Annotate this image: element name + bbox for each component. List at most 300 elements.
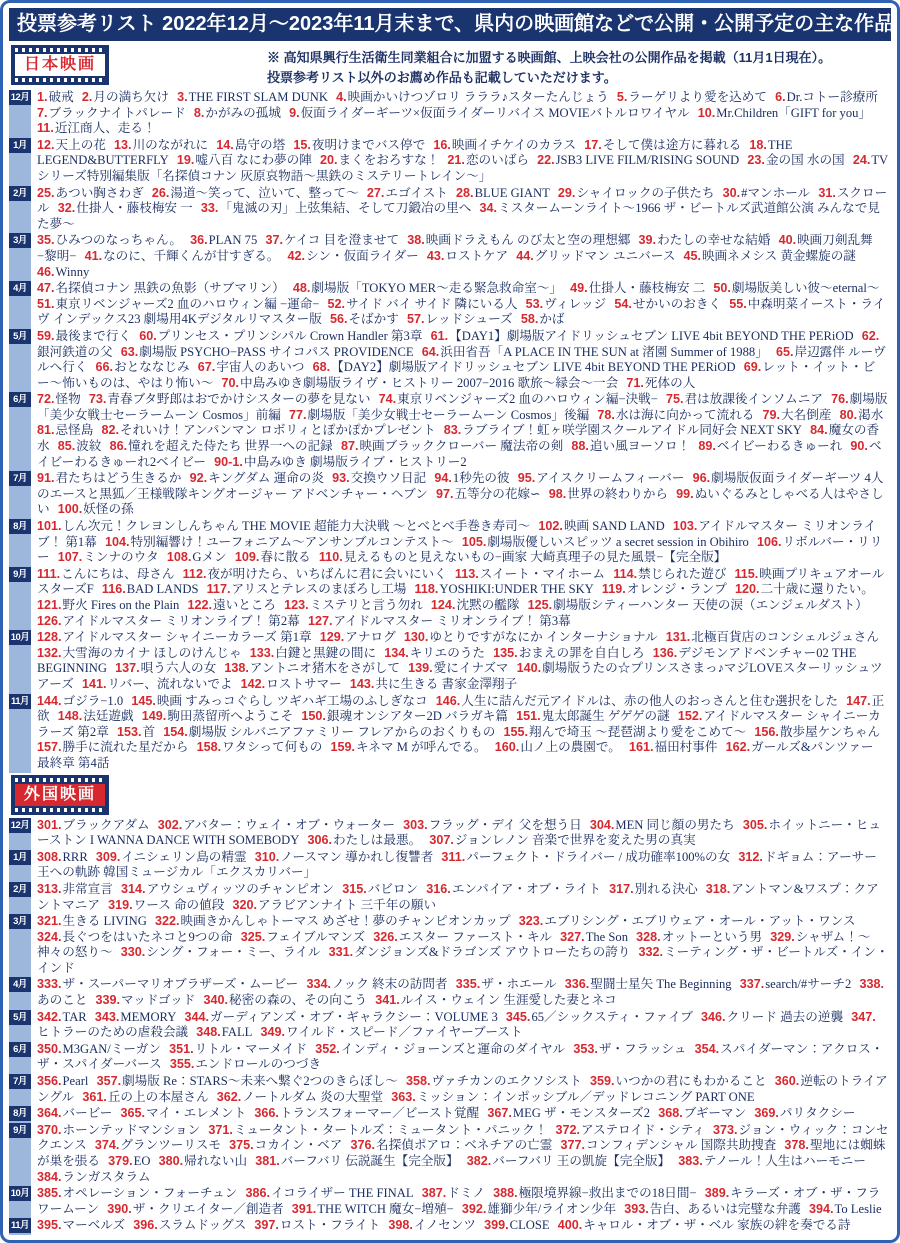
movie-title: 宇宙人のあいつ (216, 360, 305, 375)
movie-number: 149. (141, 709, 167, 724)
movie-entry (565, 977, 732, 991)
movie-number: 90-1. (214, 454, 243, 469)
foreign-films-label: 外国映画 (15, 784, 105, 806)
movie-title: 別れる決心 (634, 881, 698, 896)
movie-entry (404, 630, 658, 644)
movie-title: アステロイド・シティ (581, 1122, 705, 1137)
month-label: 4月 (9, 977, 31, 992)
movie-title: 【DAY2】劇場版アイドリッシュセブン LIVE 4bit BEYOND THE PERiOD (331, 360, 736, 375)
movie-entry (232, 898, 436, 912)
movie-entry (158, 818, 395, 832)
movie-entry (571, 439, 690, 453)
movie-entry (224, 661, 400, 675)
month-label: 6月 (9, 1042, 31, 1057)
movie-entry (261, 1025, 523, 1039)
movie-entry (431, 598, 519, 612)
month-gutter (9, 818, 31, 850)
movie-entry (37, 1074, 88, 1088)
movie-title: 丘の上の本屋さん (107, 1089, 209, 1104)
movie-entry (415, 582, 594, 596)
movie-title: エンドロールのつづき (195, 1057, 322, 1072)
movie-entry (341, 439, 563, 453)
movie-number: 22. (537, 153, 555, 168)
movie-title: 映画かいけつゾロリ ラララ♪スターたんじょう (347, 90, 609, 104)
movie-number: 3. (177, 90, 188, 104)
movie-entry (190, 233, 257, 247)
movie-entry (504, 725, 747, 739)
movie-entry (624, 1202, 801, 1216)
movie-number: 327. (560, 929, 585, 944)
month-gutter (9, 1042, 31, 1074)
movie-title: アントマン&ワスプ：クアントマニア (37, 881, 879, 912)
movie-entry (217, 1090, 383, 1104)
movie-title: フラッグ・デイ 父を想う日 (428, 817, 582, 832)
movie-title: 野火 Fires on the Plain (62, 598, 180, 612)
movie-number: 12. (37, 137, 55, 152)
movie-title: ラブライブ！虹ヶ咲学園スクールアイドル同好会 NEXT SKY (462, 423, 803, 438)
movie-number: 98. (548, 486, 567, 501)
movie-number: 368. (658, 1106, 683, 1121)
movie-title: 天上の花 (55, 137, 106, 152)
movie-entry (159, 1154, 247, 1168)
movie-entry (82, 677, 233, 691)
movie-title: それいけ！アンパンマン ロボリィとぽかぽかプレゼント (119, 423, 436, 438)
movie-title: ドミノ (447, 1186, 485, 1201)
movie-number: 49. (570, 281, 588, 296)
note-text (109, 45, 889, 87)
month-gutter (9, 914, 31, 977)
movie-number: 346. (701, 1009, 726, 1024)
movie-number: 148. (57, 709, 83, 724)
movie-title: 夜明けまでバス停で (311, 137, 426, 152)
month-label: 9月 (9, 567, 31, 582)
movie-title: キャロル・オブ・ザ・ベル 家族の絆を奏でる詩 (583, 1218, 851, 1233)
movie-title: The Son (585, 929, 629, 944)
movie-entry (332, 471, 426, 485)
movie-entry (169, 1042, 307, 1056)
movie-entry (388, 1218, 476, 1232)
movie-number: 62. (861, 328, 880, 343)
month-label: 1月 (9, 138, 31, 153)
japanese-films-list (9, 90, 891, 773)
movie-number: 388. (493, 1186, 518, 1201)
movie-title: ブラックアダム (62, 817, 150, 832)
movie-number: 7. (37, 105, 48, 120)
movie-number: 76. (831, 392, 849, 407)
movie-entry (37, 694, 123, 708)
month-row (9, 1010, 891, 1042)
movie-number: 143. (349, 676, 375, 691)
note-line-1: ※ 高知県興行生活衛生同業組合に加盟する映画館、上映会社の公開作品を掲載（11月1日現在）。 (267, 50, 832, 65)
month-gutter (9, 1123, 31, 1186)
movie-entry (167, 550, 227, 564)
movie-title: ザ・ホエール (481, 977, 557, 992)
month-label: 10月 (10, 1188, 30, 1200)
movie-entry (626, 376, 695, 390)
movie-title: 仕掛人・藤枝梅安 二 (588, 281, 706, 296)
movie-number: 51. (37, 296, 55, 311)
movie-number: 26. (151, 185, 170, 200)
movie-number: 356. (37, 1074, 62, 1089)
movie-number: 104. (104, 534, 130, 549)
movie-title: 映画きかんしゃトーマス めざせ！夢のチャンピオンカップ (180, 914, 511, 929)
movie-number: 56. (329, 312, 348, 327)
movie-entry (37, 297, 319, 311)
movie-entry (518, 471, 685, 485)
movie-title: わたしは最悪。 (333, 833, 422, 848)
movie-entry (456, 186, 550, 200)
movie-title: アウシュヴィッツのチャンピオン (146, 881, 335, 896)
movie-entry (121, 882, 334, 896)
movie-number: 159. (330, 740, 356, 755)
movie-title: 映画ネメシス 黄金螺旋の謎 (702, 248, 856, 263)
movie-number: 155. (503, 724, 529, 739)
movie-entry (436, 694, 838, 708)
movie-number: 58. (520, 312, 539, 327)
movie-title: 「鬼滅の刃」上弦集結、そして刀鍛冶の里へ (219, 201, 472, 216)
japanese-films-label: 日本映画 (15, 54, 105, 76)
movie-title: グランツーリスモ (120, 1138, 221, 1153)
page-title: 投票参考リスト 2022年12月〜2023年11月末まで、県内の映画館などで公開・公開予定の主な作品 (9, 8, 891, 41)
movie-entry (809, 1202, 882, 1216)
movie-number: 113. (454, 566, 479, 581)
movie-title: フェイブルマンズ (266, 929, 366, 944)
movie-number: 124. (430, 598, 456, 612)
movie-title: マーベルズ (62, 1218, 126, 1233)
month-entries (31, 233, 891, 281)
movie-number: 13. (114, 137, 132, 152)
month-gutter (9, 1106, 31, 1123)
month-gutter (9, 233, 31, 281)
movie-title: TAR (62, 1009, 87, 1024)
movie-entry (658, 1106, 746, 1120)
movie-title: ブギーマン (683, 1106, 747, 1121)
movie-entry (152, 186, 359, 200)
movie-number: 355. (169, 1057, 195, 1072)
movie-title: 映画 SAND LAND (563, 519, 665, 534)
movie-number: 366. (254, 1106, 279, 1121)
movie-number: 35. (37, 233, 55, 248)
movie-number: 17. (584, 137, 602, 152)
movie-entry (313, 360, 736, 374)
movie-number: 391. (291, 1201, 317, 1216)
movie-entry (408, 661, 508, 675)
month-row (9, 850, 891, 882)
month-entries (31, 818, 891, 850)
movie-number: 136. (652, 645, 678, 660)
movie-entry (293, 138, 425, 152)
month-row (9, 233, 891, 281)
movie-title: かがみの孤城 (205, 105, 281, 120)
movie-entry (121, 345, 414, 359)
movie-title: アラビアンナイト 三千年の願い (258, 897, 437, 912)
movie-entry (636, 930, 762, 944)
movie-number: 50. (713, 281, 731, 296)
movie-title: 聖闘士星矢 The Beginning (590, 977, 732, 992)
month-row (9, 519, 891, 567)
movie-number: 329. (770, 929, 795, 944)
movie-number: 331. (328, 945, 354, 960)
movie-entry (37, 740, 188, 754)
movie-entry (37, 471, 181, 485)
movie-entry (427, 249, 508, 263)
movie-title: アナログ (345, 630, 396, 645)
movie-title: 東京リベンジャーズ2 血のハロウィン編 −運命− (55, 296, 320, 311)
movie-number: 111. (37, 566, 61, 581)
movie-number: 32. (57, 201, 76, 216)
movie-entry (284, 598, 423, 612)
movie-title: テノール！人生はハーモニー (703, 1154, 866, 1168)
movie-number: 85. (57, 439, 76, 454)
movie-number: 304. (589, 817, 615, 832)
movie-entry (754, 725, 880, 739)
movie-title: Mr.Children「GIFT for you」 (716, 105, 872, 120)
movie-number: 369. (754, 1106, 779, 1121)
movie-number: 328. (636, 929, 661, 944)
movie-number: 125. (527, 598, 553, 612)
movie-number: 66. (95, 360, 114, 375)
movie-number: 387. (421, 1186, 447, 1201)
movie-number: 384. (37, 1169, 62, 1184)
movie-number: 396. (133, 1218, 158, 1233)
month-label: 1月 (9, 850, 31, 865)
movie-title: 中島みゆき劇場版ライヴ・ヒストリー 2007−2016 歌旅〜縁会〜一会 (239, 375, 619, 390)
movie-entry (462, 535, 749, 549)
movie-entry (58, 201, 193, 215)
movie-entry (108, 898, 224, 912)
movie-number: 354. (694, 1041, 720, 1056)
month-label: 10月 (10, 632, 30, 644)
movie-number: 72. (37, 392, 55, 407)
movie-title: MEG ザ・モンスターズ2 (512, 1106, 651, 1121)
movie-number: 305. (742, 817, 768, 832)
movie-entry (110, 439, 333, 453)
movie-title: クリード 過去の逆襲 (726, 1009, 844, 1024)
film-strip-perforation-icon (15, 78, 105, 82)
movie-title: 五等分の花嫁∽ (454, 486, 541, 501)
movie-entry (37, 138, 106, 152)
movie-title: 帰れない山 (184, 1154, 248, 1168)
movie-number: 141. (81, 676, 107, 691)
movie-title: 近江商人、走る！ (54, 121, 156, 136)
month-entries (31, 1042, 891, 1074)
movie-entry (197, 740, 323, 754)
movie-entry (456, 977, 557, 991)
movie-number: 332. (638, 945, 664, 960)
movie-title: 恋のいばら (465, 153, 529, 168)
movie-title: 聖地には蜘蛛が巣を張る (37, 1138, 886, 1168)
month-entries (31, 138, 891, 186)
movie-title: ダンジョンズ&ドラゴンズ アウトローたちの誇り (354, 945, 631, 960)
movie-number: 390. (107, 1201, 132, 1216)
movie-title: 映画刀剣乱舞−黎明− (37, 233, 873, 263)
movie-number: 5. (616, 90, 628, 104)
movie-entry (163, 725, 495, 739)
movie-number: 68. (312, 360, 331, 375)
movie-entry (516, 709, 670, 723)
movie-number: 87. (340, 439, 359, 454)
movie-number: 335. (455, 977, 481, 992)
movie-title: わたしの幸せな結婚 (657, 233, 771, 248)
movie-number: 373. (713, 1122, 738, 1137)
movie-entry (537, 153, 739, 167)
movie-number: 2. (81, 90, 93, 104)
movie-number: 73. (88, 392, 107, 407)
movie-title: 金の国 水の国 (765, 153, 845, 168)
movie-number: 119. (601, 582, 626, 597)
movie-number: 307. (429, 833, 454, 848)
movie-title: ゴジラ−1.0 (62, 693, 124, 708)
movie-number: 358. (405, 1074, 431, 1089)
movie-entry (37, 567, 174, 581)
movie-number: 365. (120, 1106, 146, 1121)
movie-title: 岸辺露伴 ルーヴルへ行く (37, 344, 886, 375)
movie-title: しん次元！クレヨンしんちゃん THE MOVIE 超能力大決戦 〜とべとべ手巻き寿司〜 (62, 519, 531, 534)
movie-title: 唄う六人の女 (140, 661, 217, 676)
movie-entry (221, 376, 618, 390)
movie-number: 345. (505, 1009, 531, 1024)
movie-title: ぬいぐるみとしゃべる人はやさしい (37, 486, 884, 517)
month-gutter (9, 90, 31, 138)
movie-number: 330. (120, 945, 146, 960)
movie-title: ザ・フラッシュ (598, 1041, 687, 1056)
movie-entry (375, 993, 617, 1007)
movie-number: 9. (289, 105, 300, 120)
movie-number: 71. (626, 375, 644, 390)
movie-entry (108, 1154, 150, 1168)
movie-entry (723, 186, 811, 200)
month-gutter (9, 630, 31, 693)
movie-title: キリエのうた (409, 645, 486, 660)
movie-title: ひみつのなっちゃん。 (55, 233, 182, 248)
movie-number: 351. (169, 1041, 194, 1056)
movie-number: 6. (775, 90, 786, 104)
movie-number: 36. (190, 233, 208, 248)
movie-number: 375. (229, 1138, 254, 1153)
movie-title: M3GAN/ミーガン (62, 1041, 161, 1056)
movie-entry (698, 106, 871, 120)
movie-title: 見えるものと見えないもの−画家 大崎真理子の見た風景−【完全版】 (343, 550, 727, 565)
movie-title: ガールズ&パンツァー 最終章 第4話 (37, 740, 874, 770)
month-row (9, 138, 891, 186)
movie-title: こんにちは、母さん (61, 566, 175, 581)
month-label: 9月 (9, 1123, 31, 1138)
movie-number: 319. (108, 897, 133, 912)
movie-title: シャイロックの子供たち (576, 185, 715, 200)
movie-number: 96. (692, 471, 711, 486)
movie-entry (198, 360, 305, 374)
movie-entry (208, 1123, 547, 1137)
month-entries (31, 1218, 891, 1235)
movie-entry (82, 90, 169, 104)
movie-entry (683, 249, 855, 263)
movie-title: ミステリと言う勿れ (309, 598, 423, 612)
movie-number: 392. (461, 1201, 487, 1216)
movie-title: BLUE GIANT (474, 185, 550, 200)
month-entries (31, 630, 891, 693)
movie-entry (95, 1138, 221, 1152)
movie-title: THE FIRST SLAM DUNK (188, 90, 328, 104)
movie-title: あつい胸さわぎ (55, 185, 144, 200)
movie-number: 105. (461, 534, 487, 549)
movie-entry (37, 186, 144, 200)
month-entries (31, 90, 891, 138)
movie-entry (131, 694, 427, 708)
movie-title: 極限境界線−救出までの18日間− (518, 1186, 697, 1201)
movie-number: 81. (37, 423, 55, 438)
movie-title: 福田村事件 (654, 740, 718, 755)
movie-entry (185, 1010, 498, 1024)
japanese-films-badge (11, 45, 109, 85)
movie-entry (528, 598, 868, 612)
movie-number: 341. (375, 993, 400, 1008)
movie-entry (573, 1042, 686, 1056)
movie-entry (293, 281, 562, 295)
movie-title: 仮面ライダーギーツ×仮面ライダーリバイス MOVIEバトルロワイヤル (300, 105, 690, 120)
month-entries (31, 1010, 891, 1042)
movie-title: 劇場版美しい彼〜eternal〜 (731, 281, 880, 296)
movie-entry (96, 850, 247, 864)
movie-entry (308, 614, 571, 628)
month-gutter (9, 281, 31, 329)
movie-entry (214, 455, 467, 469)
movie-title: 首 (142, 724, 156, 739)
movie-title: トランスフォーマー／ビースト覚醒 (279, 1106, 480, 1121)
movie-number: 54. (614, 296, 632, 311)
movie-entry (142, 709, 293, 723)
movie-number: 370. (37, 1122, 62, 1137)
movie-entry (235, 550, 311, 564)
movie-number: 82. (101, 423, 119, 438)
movie-number: 20. (320, 153, 338, 168)
movie-entry (597, 408, 754, 422)
movie-title: バービー (62, 1106, 113, 1121)
movie-number: 61. (430, 328, 449, 343)
movie-number: 117. (206, 582, 231, 597)
japanese-section-header (11, 45, 889, 87)
movie-entry (493, 1186, 696, 1200)
movie-title: 名探偵コナン 黒鉄の魚影（サブマリン） (55, 281, 285, 296)
movie-title: ケイコ 目を澄ませて (283, 233, 400, 248)
movie-entry (516, 249, 675, 263)
movie-title: ミンナのウタ (83, 550, 159, 565)
movie-entry (590, 818, 735, 832)
foreign-section-header (11, 775, 889, 815)
movie-number: 10. (697, 105, 716, 120)
movie-number: 1. (37, 90, 48, 104)
movie-title: 沈黙の艦隊 (456, 598, 520, 612)
movie-title: コンフィデンシャル 国際共助捜査 (586, 1138, 777, 1153)
movie-entry (379, 392, 658, 406)
movie-entry (289, 408, 589, 422)
movie-entry (613, 567, 726, 581)
movie-number: 317. (609, 881, 634, 896)
movie-entry (241, 930, 365, 944)
movie-title: 劇場版 シルバニアファミリー フレアからのおくりもの (188, 724, 496, 739)
movie-title: バーフバリ 王の凱旋【完全版】 (492, 1154, 671, 1168)
movie-title: そばかす (348, 312, 399, 327)
movie-number: 78. (597, 407, 615, 422)
movie-number: 74. (378, 392, 397, 407)
movie-title: 大名倒産 (781, 407, 832, 422)
movie-number: 158. (196, 740, 222, 755)
movie-entry (121, 1106, 247, 1120)
movie-title: search/#サーチ2 (765, 977, 852, 992)
movie-number: 349. (260, 1025, 286, 1040)
movie-number: 151. (516, 709, 541, 724)
movie-number: 323. (518, 914, 544, 929)
movie-entry (336, 90, 609, 104)
